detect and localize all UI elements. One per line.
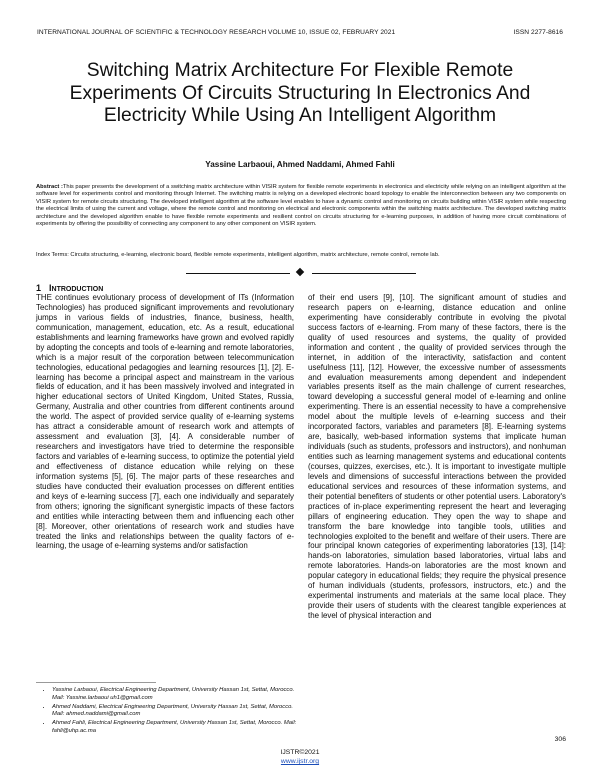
index-terms-text: Circuits structuring, e-learning, electronic board, flexible remote experiments, intelligent algorithm, matrix architecture, remote control, remote lab.	[70, 252, 440, 258]
page-footer	[0, 748, 600, 766]
journal-url-link[interactable]: www.ijstr.org	[280, 758, 320, 765]
index-terms-label: Index Terms:	[36, 252, 69, 258]
copyright: IJSTR©2021	[280, 749, 320, 756]
paper-title: Switching Matrix Architecture For Flexible Remote Experiments Of Circuits Structuring In Electronics And Electricity While Using An Intelligent Algorithm	[69, 60, 531, 126]
page-number: 306	[554, 736, 566, 743]
section-heading	[36, 283, 103, 293]
author-footnotes	[42, 687, 304, 737]
abstract	[36, 184, 566, 229]
section-divider	[186, 269, 416, 277]
abstract-label: Abstract :	[36, 184, 63, 190]
abstract-text: This paper presents the development of a switching matrix architecture within VISIR system for flexible remote experiments in electronics and electricity while relying on an intelligent algorithm at the software level for experiments control and monitoring through Internet. The switching matrix is relying on a developed electronic board topology to enable the interconnection between any two components on VISIR system for remote circuits structuring. The developed intelligent algorithm at the software level enables to have a dynamic control and monitoring on circuits building within VISIR system while respecting the electrical limits of using the current and voltage, where the remote control and monitoring on electrical and electronic components within the switching matrix architecture. The developed switching matrix architecture and the developed algorithm enable to have flexible remote experiments and resilient control on circuits structuring for e-learning purposes, in addition of having more circuit combinations of experiments by offering the possibility of connecting any component to any other component on VISIR system.	[36, 184, 566, 228]
diamond-icon	[296, 268, 304, 276]
section-number: 1	[36, 283, 42, 293]
body-column-right: of their end users [9], [10]. The significant amount of studies and research papers on e-learning, distance education and online experimenting have considerably contribute in evolving the pivotal success factors of e-learning. From many of these factors, there is the quality of used resources and systems, the quality of provided information and content , the quality of provided services through the internet, in addition of the interactivity, satisfaction and content usefulness [11], [12]. However, the excessive number of assessments and evaluation measurements among dependent and independent variables presents itself as the main challenge of current researches, toward developing a successful general model of e-learning and online experimenting. There is an essential necessity to have a comprehensive model about the multiple levels of e-learning success and their incorporated factors, variables and parameters [8]. E-learning systems are, basically, web-based information systems that implicate human individuals (such as students, professors and instructors), and nonhuman entities such as learning management systems and educational contents (courses, quizzes, exercises, etc.). It is important to investigate multiple levels and dimensions of successful interactions between the provided educational services and resources of these information systems, and their potential benefiters of students or other potential users. Laboratory's practices of in-place experimenting represent the heart and leveraging pillars of engineering education. They open the way to shape and transform the bare knowledge into tangible tools, utilities and technologies exploited to the benefit and welfare of their users. There are four principal known categories of experimenting laboratories [13], [14]: hands-on laboratories, simulation based laboratories, virtual labs and remote laboratories. Hands-on laboratories are the most known and popular category in educational fields; they require the physical presence of human individuals (students, professors, instructors, etc.) and the experimental instruments and materials at the same local place. They provide their users of students with the clearest tangible experiences at the level of physical interaction and	[308, 293, 566, 620]
body-column-left: THE continues evolutionary process of development of ITs (Information Technologies) has produced significant improvements and revolutionary jumps in various fields of industries, finance, business, health, communication, management, education, etc. As a result, educational establishments and learning frameworks have grown and evolved rapidly by adopting the concepts and tools of e-learning and remote laboratories, which is a major result of the corporation between telecommunication technologies, educational pedagogies and learning resources [1], [2]. E-learning has become a principal aspect and mainstream in the various fields of education, and it has been massively involved and integrated in higher educational sectors of United Kingdom, United States, Russia, Germany, Australia and other countries from different continents around the world. The aspect of provided service quality of e-learning systems has attract a considerable amount of research work and attempts of assessment and evaluation [3], [4]. A considerable number of researchers and investigators have tried to determine the responsible factors and variables of e-learning success, to optimize the potential yield and effectiveness of distance education while relying on these information systems [5], [6]. The major parts of these researches and studies have conducted their evaluation processes on different entities and keys of e-learning success [7], each one individually and separately from others; ignoring the significant synergistic impacts of these factors and entities while interacting between them and influencing each other [8]. Moreover, other orientations of research work and studies have treated the links and relationships between the quality factors of e-learning, the usage of e-learning systems and/or satisfaction	[36, 293, 294, 551]
issn: ISSN 2277-8616	[513, 29, 563, 36]
footnote-item: • Ahmed Naddami, Electrical Engineering Department, University Hassan 1st, Settat, Morocco. Mail: ahmed.naddami@gmail.com	[52, 704, 304, 719]
index-terms	[36, 252, 566, 259]
section-title-initial: I	[49, 283, 52, 293]
footnote-rule	[36, 682, 156, 683]
author-list: Yassine Larbaoui, Ahmed Naddami, Ahmed Fahli	[205, 160, 395, 169]
footnote-item: • Ahmed Fahli, Electrical Engineering Department, University Hassan 1st, Settat, Morocco. Mail: fahli@uhp.ac.ma	[52, 720, 304, 735]
footnote-item: • Yassine Larbaoui, Electrical Engineering Department, University Hassan 1st, Settat, Morocco. Mail: Yassine.larbaoui uh1@gmail.com	[52, 687, 304, 702]
journal-header	[37, 29, 563, 36]
section-title-rest: NTRODUCTION	[51, 286, 104, 293]
journal-name: INTERNATIONAL JOURNAL OF SCIENTIFIC & TECHNOLOGY RESEARCH VOLUME 10, ISSUE 02, FEBRUARY 2021	[37, 29, 396, 36]
